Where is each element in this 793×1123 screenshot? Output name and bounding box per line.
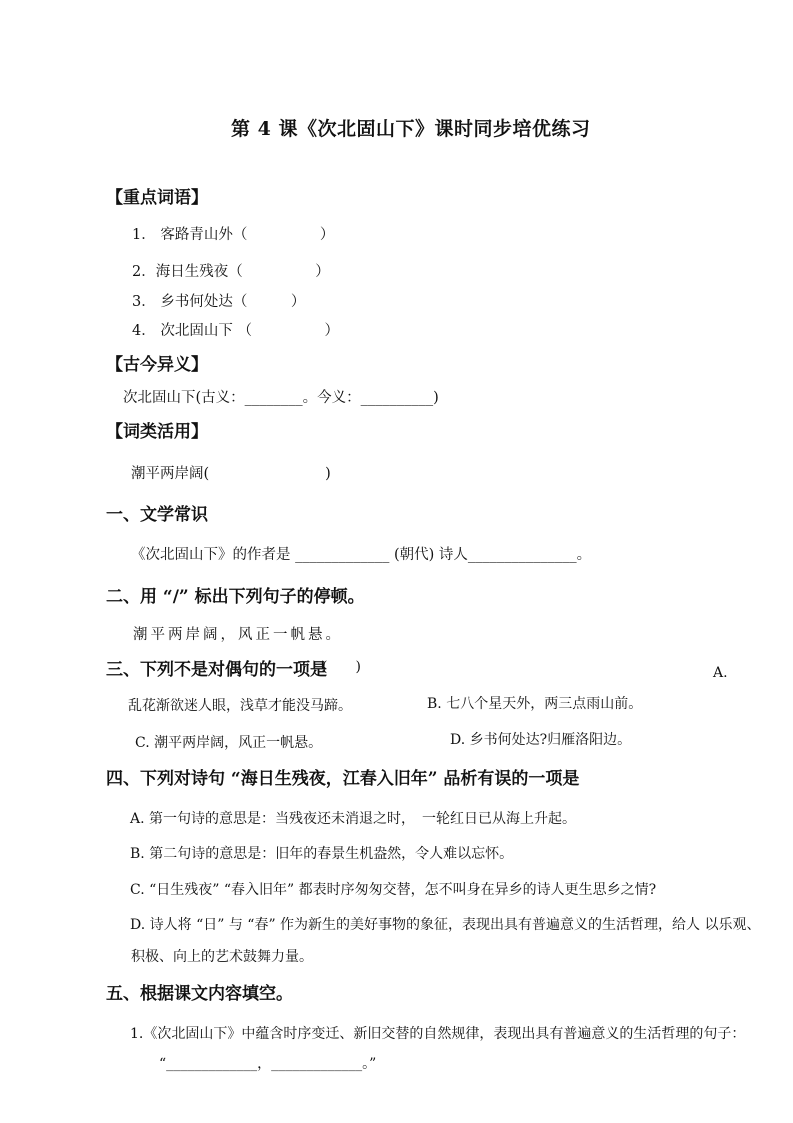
- section-heading-ancient-meaning: 【古今异义】: [106, 355, 208, 375]
- option-a: 乱花渐欲迷人眼，浅草才能没马蹄。: [128, 698, 352, 714]
- question-2-heading: 二、用 “/” 标出下列句子的停顿。: [106, 587, 365, 607]
- page-title: 第 4 课《次北固山下》课时同步培优练习: [231, 118, 591, 140]
- key-word-item: 4． 次北固山下 （ ）: [132, 323, 339, 339]
- ancient-meaning-line: 次北固山下(古义：________。今义：__________): [123, 390, 439, 406]
- option-a-label: A.: [713, 665, 728, 681]
- word-class-line: 潮平两岸阔( ): [131, 466, 331, 482]
- question-1-heading: 一、文学常识: [106, 505, 208, 525]
- question-5-heading: 五、根据课文内容填空。: [106, 984, 293, 1004]
- option-c: C. “日生残夜” “春入旧年” 都表时序匆匆交替，怎不叫身在异乡的诗人更生思乡之情?: [130, 882, 657, 898]
- option-d: D. 乡书何处达?归雁洛阳边。: [450, 732, 632, 748]
- answer-paren: ( ): [322, 659, 361, 675]
- fill-in-item: 1.《次北固山下》中蕴含时序变迁、新旧交替的自然规律，表现出具有普遍意义的生活哲理的句子：: [130, 1026, 746, 1042]
- option-d-line2: 积极、向上的艺术鼓舞力量。: [131, 949, 313, 965]
- option-b: B. 第二句诗的意思是：旧年的春景生机盎然，令人难以忘怀。: [130, 846, 514, 862]
- section-heading-word-class: 【词类活用】: [106, 422, 208, 442]
- key-word-item: 3． 乡书何处达（ ）: [132, 294, 306, 310]
- option-d-line1: D. 诗人将 “日” 与 “春” 作为新生的美好事物的象征，表现出具有普遍意义的生活哲理，给人 以乐观、: [130, 917, 761, 933]
- question-1-line: 《次北固山下》的作者是 _____________ (朝代) 诗人_______________。: [131, 547, 592, 563]
- key-word-item: 1． 客路青山外（ ）: [132, 227, 335, 243]
- question-4-heading: 四、下列对诗句 “海日生残夜，江春入旧年” 品析有误的一项是: [106, 769, 580, 789]
- option-c: C. 潮平两岸阔，风正一帆悬。: [135, 735, 323, 751]
- option-a: A. 第一句诗的意思是：当残夜还未消退之时， 一轮红日已从海上升起。: [130, 811, 577, 827]
- question-3-heading: 三、下列不是对偶句的一项是: [106, 660, 327, 680]
- question-2-sentence: 潮平两岸阔，风正一帆悬。: [133, 627, 343, 643]
- option-b: B. 七八个星天外，两三点雨山前。: [427, 696, 643, 712]
- fill-in-blank: “_____________，_____________。”: [159, 1056, 377, 1072]
- key-word-item: 2．海日生残夜（ ）: [132, 264, 330, 280]
- section-heading-key-words: 【重点词语】: [106, 188, 208, 208]
